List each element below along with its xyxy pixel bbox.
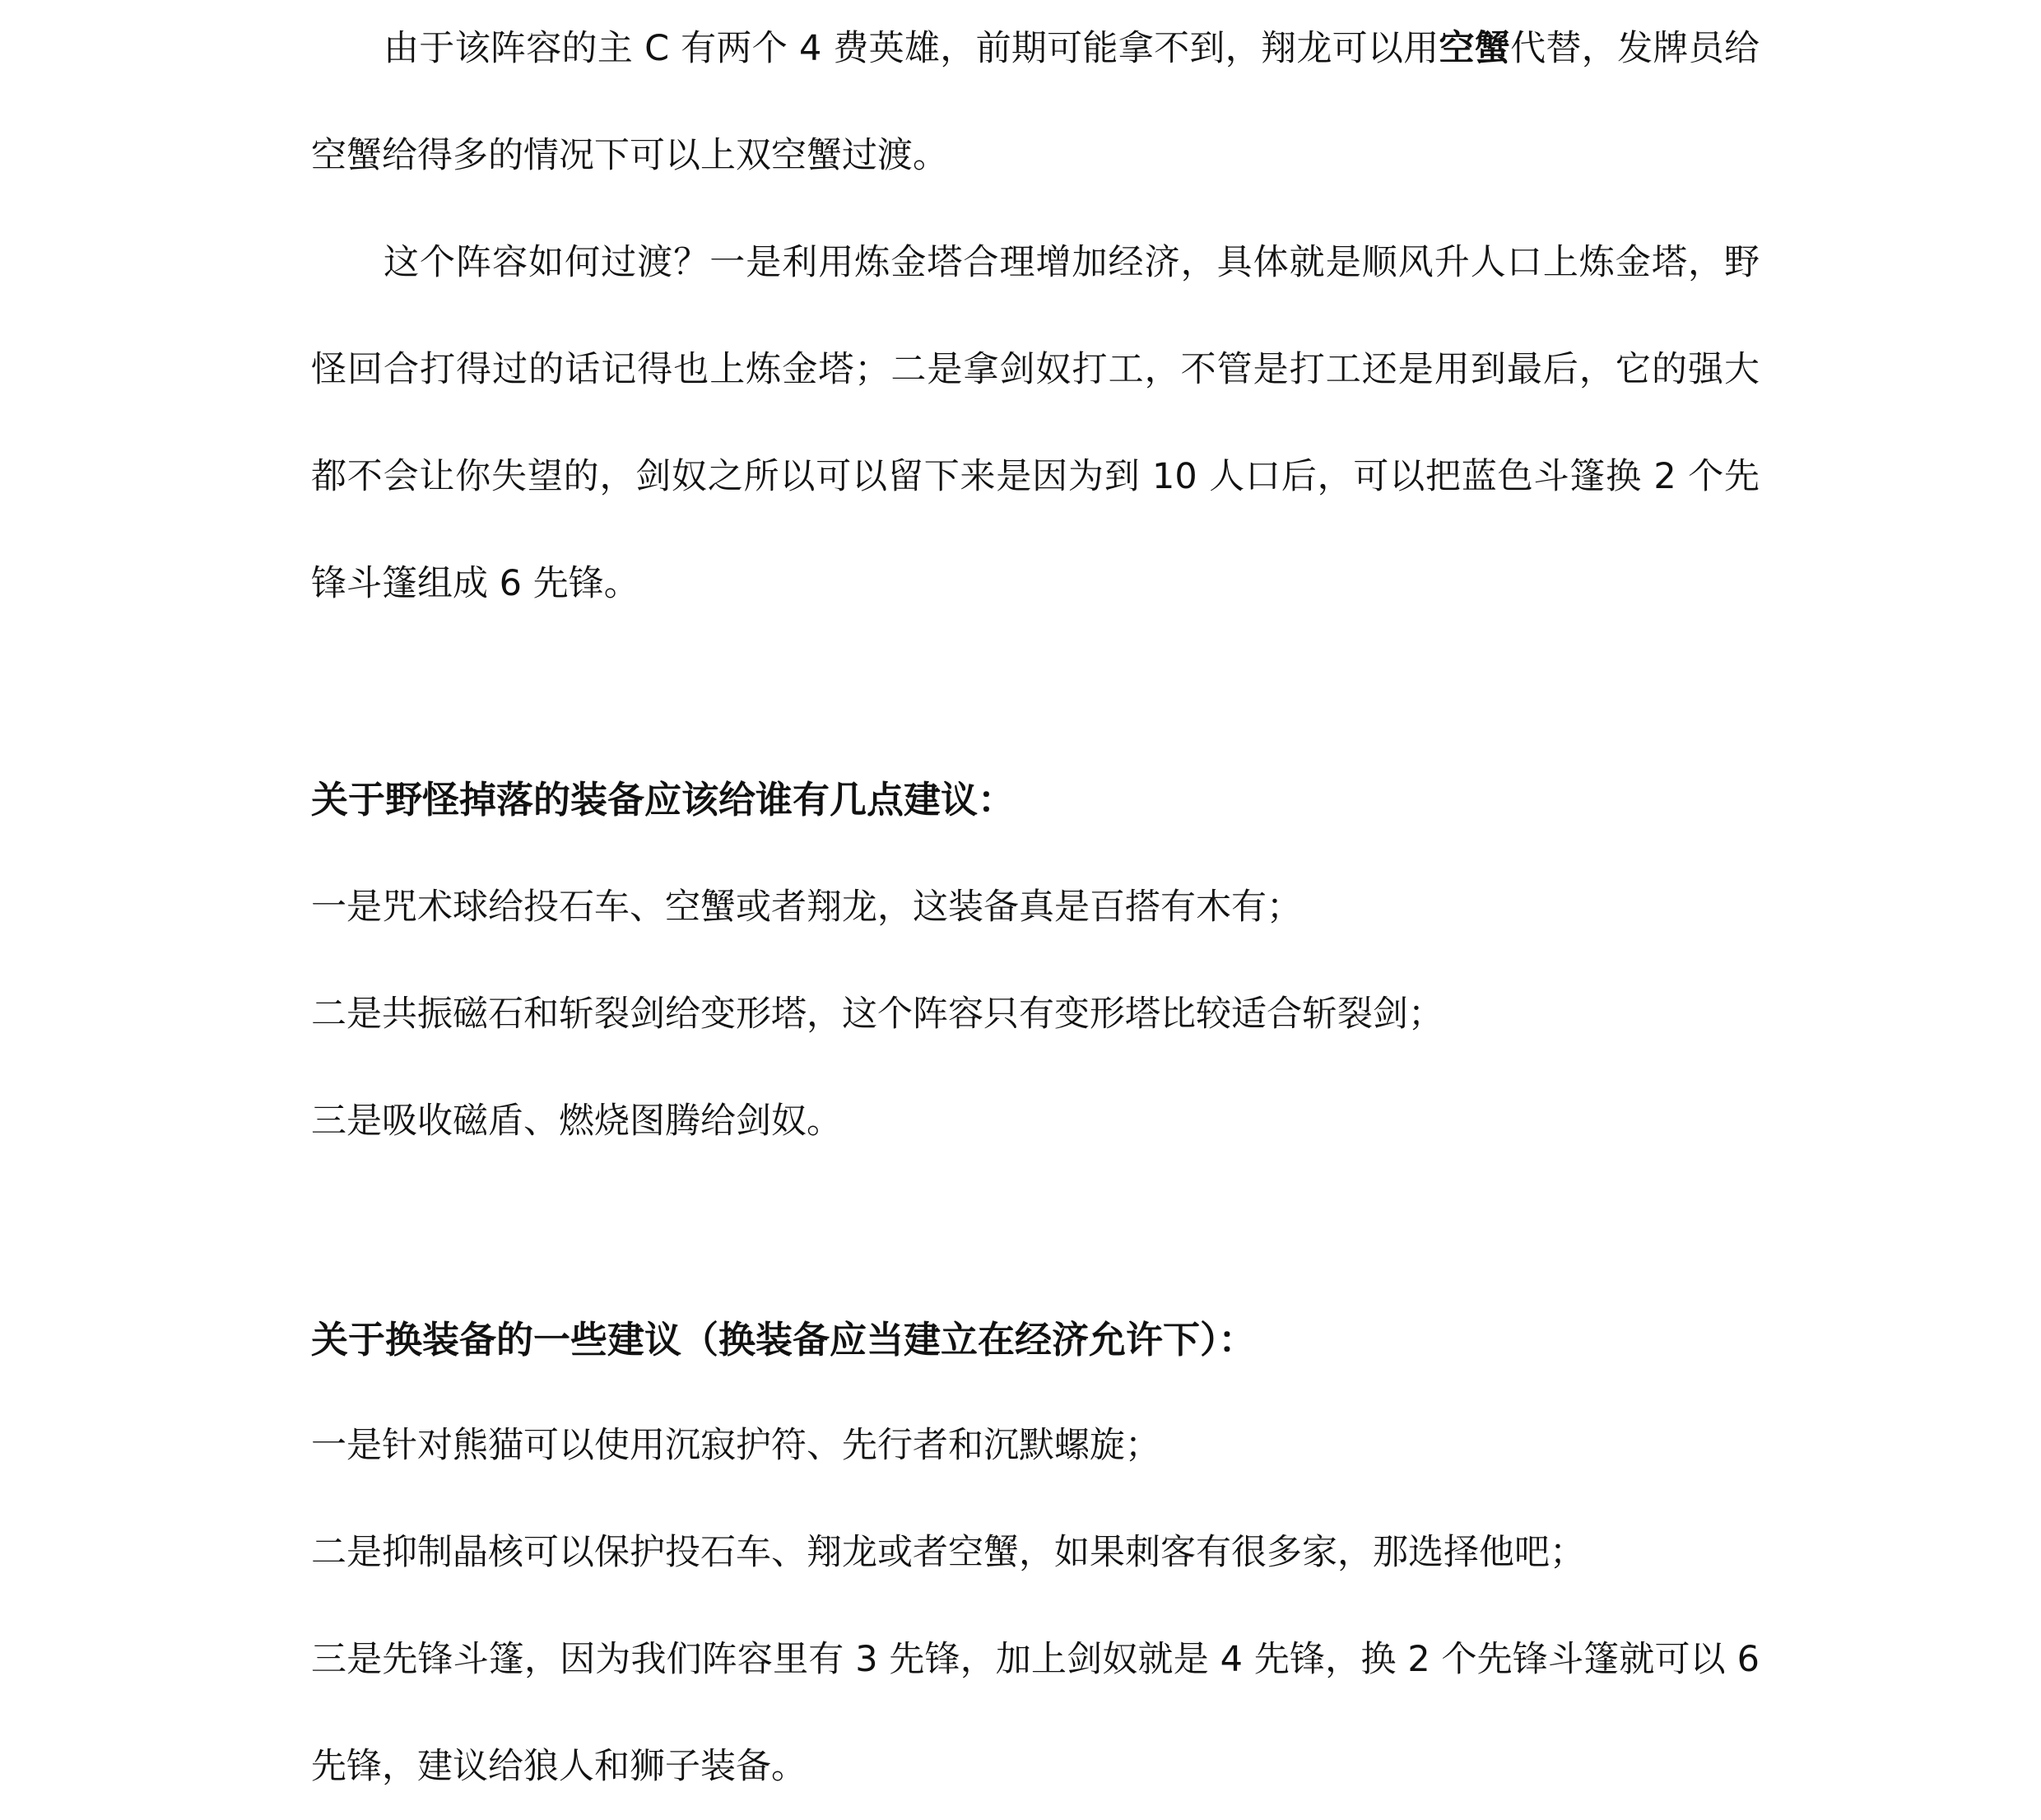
list-item: 三是先锋斗篷，因为我们阵容里有 3 先锋，加上剑奴就是 4 先锋，换 2 个先锋斗篷就可以 6 先锋，建议给狼人和狮子装备。: [311, 1639, 1760, 1787]
list-item: 三是吸收磁盾、燃烧图腾给剑奴。: [311, 1101, 842, 1142]
heading-monster-drops: 关于野怪掉落的装备应该给谁有几点建议：: [311, 778, 1016, 822]
paragraph-transition-strategy: 这个阵容如何过渡？一是利用炼金塔合理增加经济，具体就是顺风升人口上炼金塔，野怪回合打得过的话记得也上炼金塔；二是拿剑奴打工，不管是打工还是用到最后，它的强大都不会让你失望的，剑奴之所以可以留下来是因为到 10 人口后，可以把蓝色斗篷换 2 个先锋斗篷组成 6 先锋。: [311, 242, 1760, 604]
bold-term: 空蟹: [1439, 28, 1511, 69]
paragraph-substitute-hero: [311, 0, 1760, 209]
list-item: 二是共振磁石和斩裂剑给变形塔，这个阵容只有变形塔比较适合斩裂剑；: [311, 994, 1444, 1035]
list-item: 二是抑制晶核可以保护投石车、翔龙或者空蟹，如果刺客有很多家，那选择他吧；: [311, 1532, 1585, 1573]
list-item: 一是咒术球给投石车、空蟹或者翔龙，这装备真是百搭有木有；: [311, 887, 1302, 928]
paragraph-text: 由于该阵容的主 C 有两个 4 费英雄，前期可能拿不到，翔龙可以用: [384, 28, 1439, 69]
paragraph-text: 代替，发牌员给空蟹给得多的情况下可以上双空蟹过渡。: [311, 28, 1760, 176]
list-item: 一是针对熊猫可以使用沉寂护符、先行者和沉默螺旋；: [311, 1425, 1160, 1466]
heading-swap-gear: 关于换装备的一些建议（换装备应当建立在经济允许下）：: [311, 1318, 1256, 1362]
